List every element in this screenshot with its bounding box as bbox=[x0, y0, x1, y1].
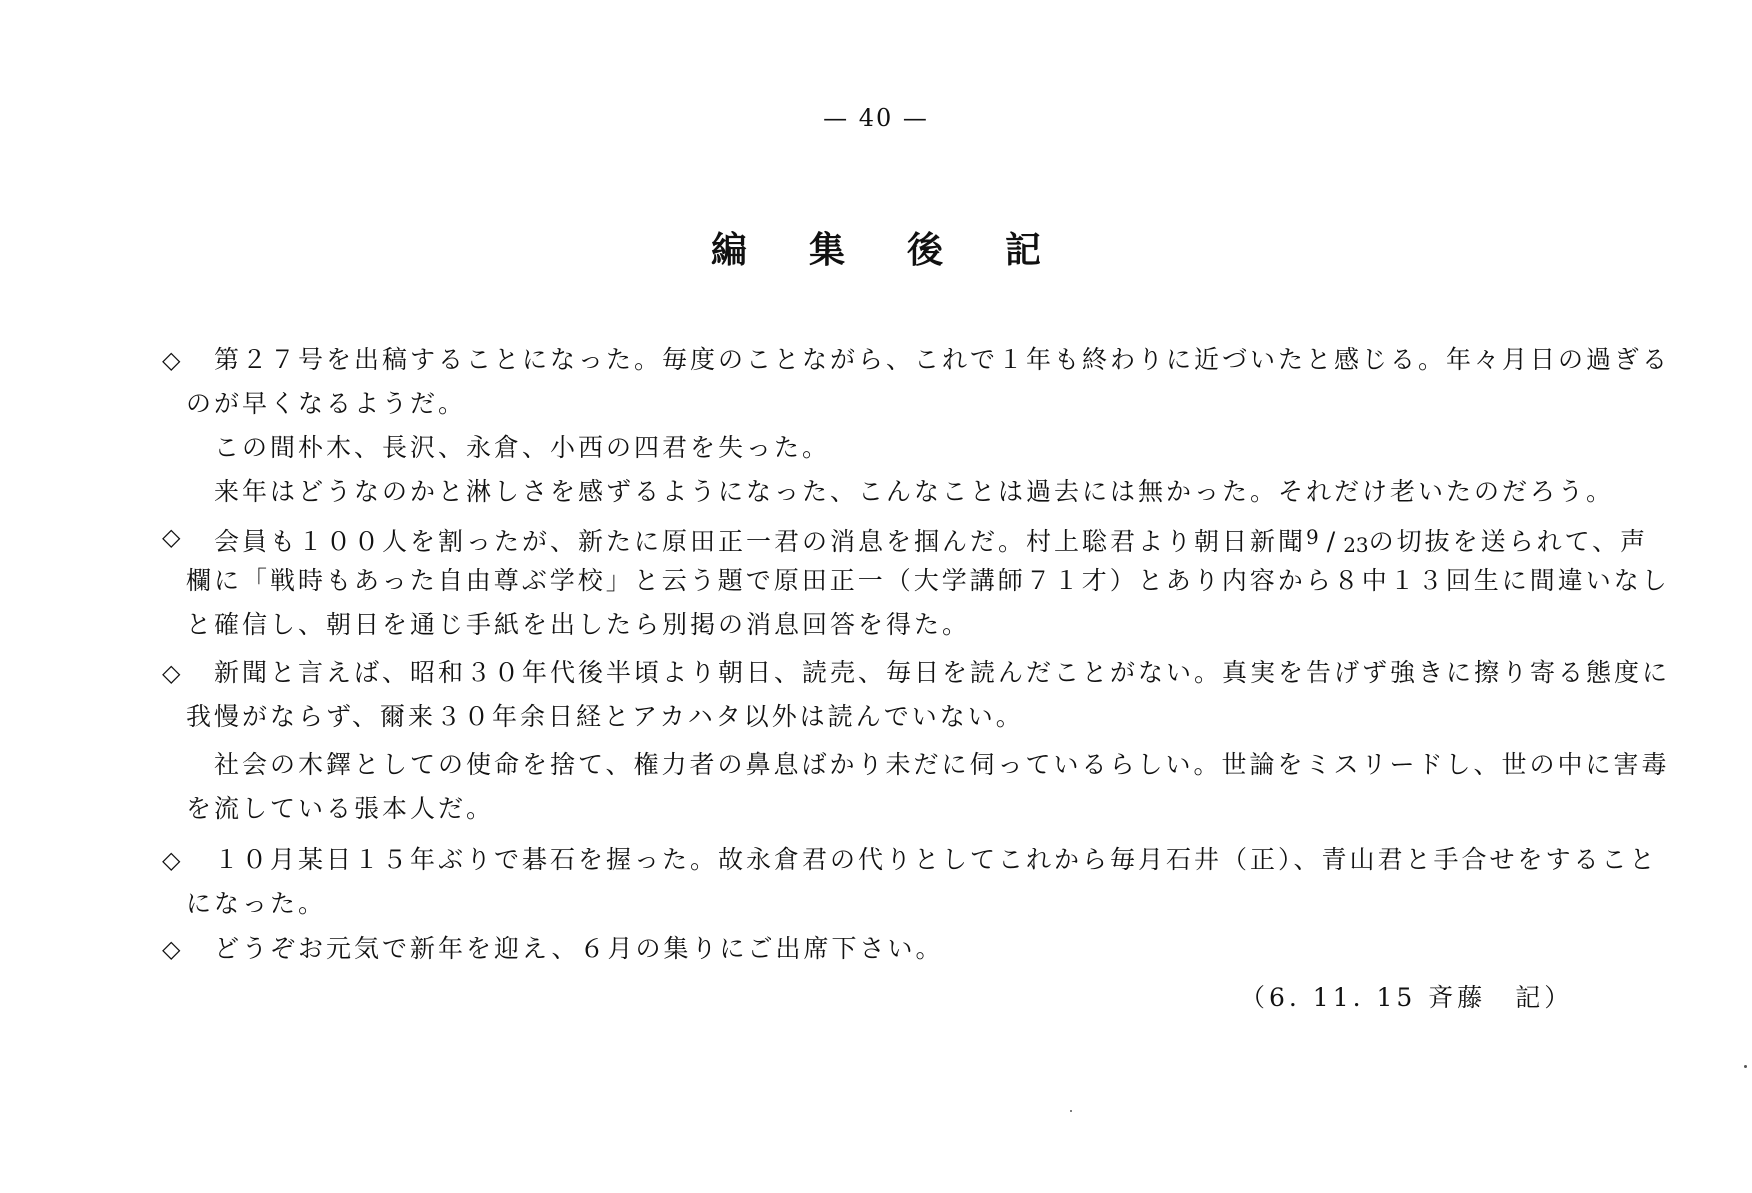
text-line: 来年はどうなのかと淋しさを感ずるようになった、こんなことは過去には無かった。それだけ老いたのだろう。 bbox=[214, 477, 1615, 506]
text-line: この間朴木、長沢、永倉、小西の四君を失った。 bbox=[214, 433, 831, 462]
text-line: 我慢がならず、爾来３０年余日経とアカハタ以外は読んでいない。 bbox=[186, 702, 1024, 731]
date-day: 23 bbox=[1343, 533, 1369, 557]
page-number: — 40 — bbox=[823, 104, 929, 132]
text-line: どうぞお元気で新年を迎え、６月の集りにご出席下さい。 bbox=[214, 934, 944, 963]
date-fraction bbox=[1306, 527, 1369, 556]
text-line: 欄に「戦時もあった自由尊ぶ学校」と云う題で原田正一（大学講師７１才）とあり内容から８中１３回生に間違いなし bbox=[186, 566, 1670, 595]
text-line: になった。 bbox=[186, 889, 327, 918]
text-segment: の切抜を送られて、声 bbox=[1368, 527, 1649, 556]
text-line: 新聞と言えば、昭和３０年代後半頃より朝日、読売、毎日を読んだことがない。真実を告げず強きに擦り寄る態度に bbox=[214, 658, 1671, 687]
text-line: １０月某日１５年ぶりで碁石を握った。故永倉君の代りとしてこれから毎月石井（正）、青山君と手合せをすること bbox=[214, 845, 1658, 874]
text-line: を流している張本人だ。 bbox=[186, 794, 495, 823]
scan-speck bbox=[1744, 1065, 1747, 1068]
text-line: と確信し、朝日を通じ手紙を出したら別掲の消息回答を得た。 bbox=[186, 610, 971, 639]
bullet-diamond-icon: ◇ bbox=[162, 346, 181, 374]
page-title: 編集後記 bbox=[710, 229, 1103, 271]
bullet-diamond-icon: ◇ bbox=[162, 523, 181, 551]
text-line bbox=[214, 522, 1648, 560]
text-line: 第２７号を出稿することになった。毎度のことながら、これで１年も終わりに近づいたと感じる。年々月日の過ぎる bbox=[214, 345, 1671, 374]
date-separator: / bbox=[1326, 527, 1336, 556]
scan-speck bbox=[1070, 1110, 1072, 1112]
bullet-diamond-icon: ◇ bbox=[162, 935, 181, 963]
date-month: 9 bbox=[1306, 525, 1319, 549]
text-segment: 会員も１００人を割ったが、新たに原田正一君の消息を掴んだ。村上聡君より朝日新聞 bbox=[214, 527, 1307, 556]
signature: （6. 11. 15 斉藤 記） bbox=[1240, 983, 1574, 1012]
text-line: 社会の木鐸としての使命を捨て、権力者の鼻息ばかり未だに伺っているらしい。世論をミスリードし、世の中に害毒 bbox=[214, 750, 1670, 779]
text-line: のが早くなるようだ。 bbox=[186, 389, 467, 418]
bullet-diamond-icon: ◇ bbox=[162, 659, 181, 687]
bullet-diamond-icon: ◇ bbox=[162, 846, 181, 874]
